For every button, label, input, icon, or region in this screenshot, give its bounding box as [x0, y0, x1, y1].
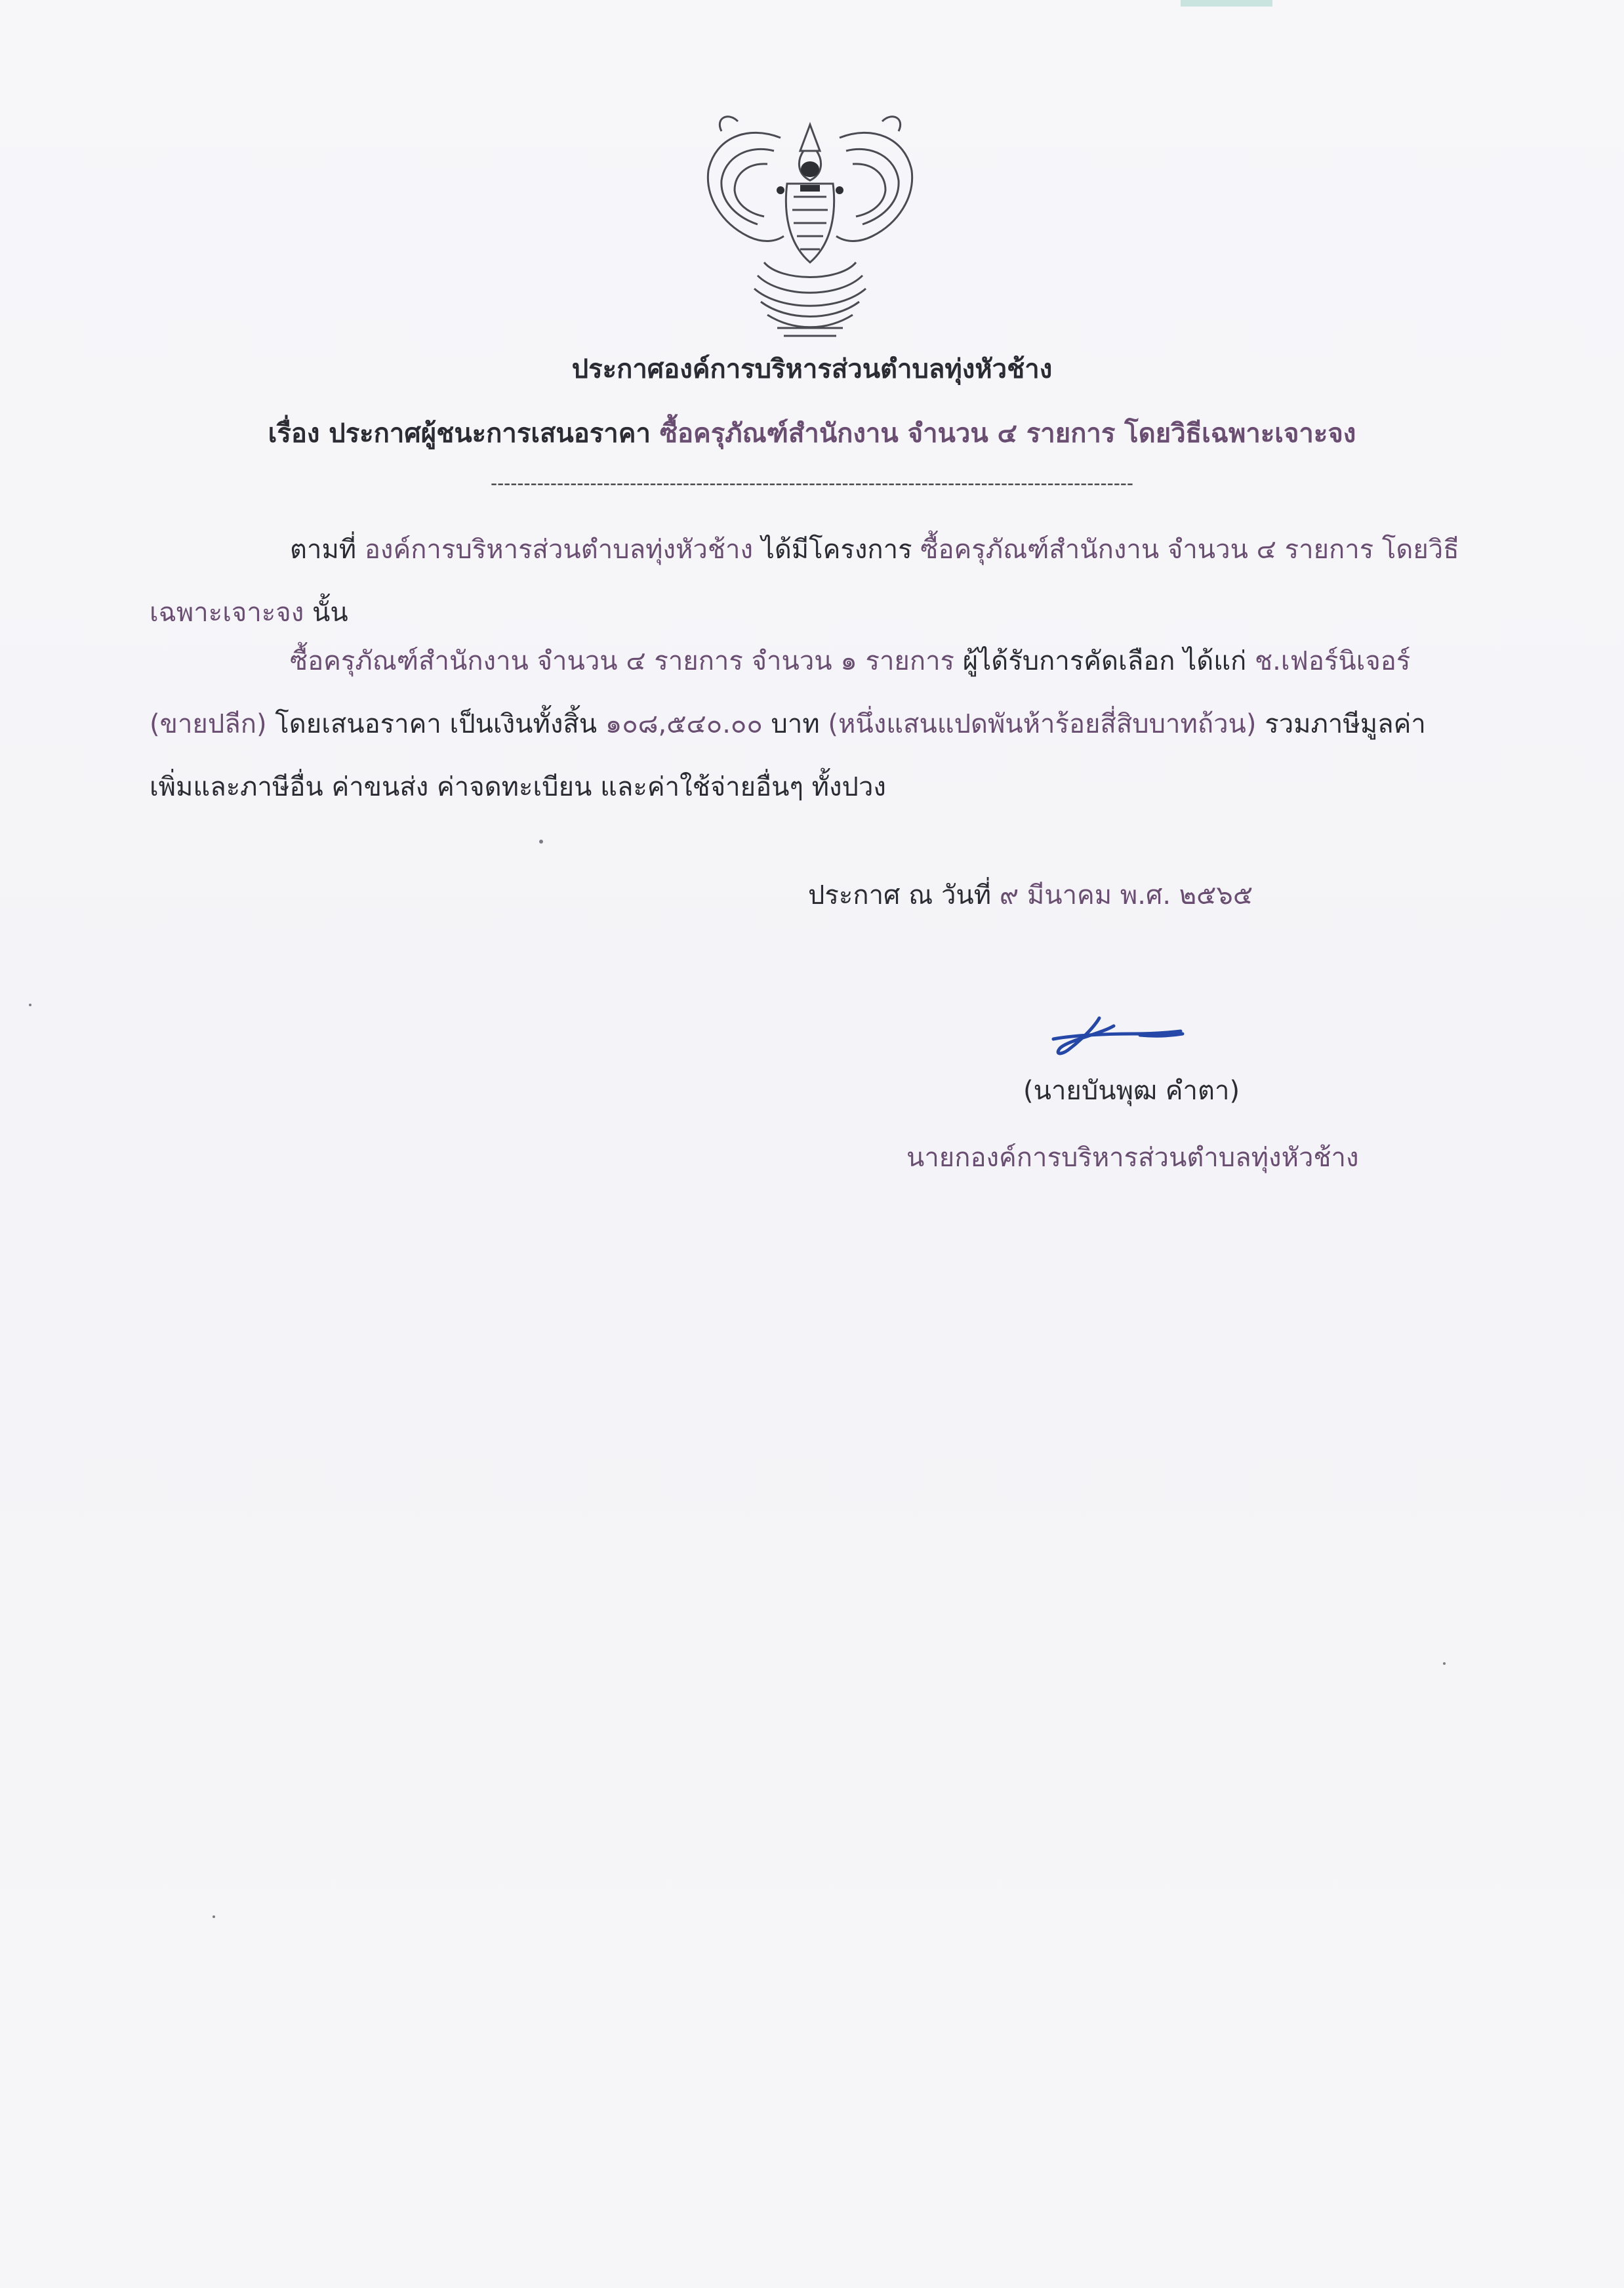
announce-date: ๙ มีนาคม พ.ศ. ๒๕๖๕: [999, 880, 1253, 910]
p1-text-end: นั้น: [304, 598, 348, 628]
p2-text-b2: โดยเสนอราคา เป็นเงินทั้งสิ้น: [266, 709, 605, 739]
announcement-date-line: [808, 874, 1253, 916]
p2-vendor-type: (ขายปลีก): [150, 709, 267, 739]
subject-text: ซื้อครุภัณฑ์สำนักงาน จำนวน ๔ รายการ โดยวิธีเฉพาะเจาะจง: [659, 419, 1356, 449]
p1-org-name: องค์การบริหารส่วนตำบลทุ่งหัวช้าง: [364, 535, 753, 565]
paragraph-1: [150, 518, 1468, 644]
paragraph-2-line-1: [150, 630, 1468, 693]
scan-speck: [1443, 1662, 1446, 1665]
p2-text-b: ผู้ได้รับการคัดเลือก ได้แก่: [954, 646, 1255, 676]
p2-vendor: ช.เฟอร์นิเจอร์: [1254, 646, 1411, 676]
paragraph-2: [150, 630, 1468, 819]
scan-speck: [29, 1004, 31, 1006]
p1-project-name: ซื้อครุภัณฑ์สำนักงาน จำนวน ๔ รายการ โดยวิธี: [920, 535, 1459, 565]
document-title: ประกาศองค์การบริหารส่วนตำบลทุ่งหัวช้าง: [571, 354, 1053, 384]
paragraph-2-line-3: เพิ่มและภาษีอื่น ค่าขนส่ง ค่าจดทะเบียน และค่าใช้จ่ายอื่นๆ ทั้งปวง: [150, 772, 886, 802]
p1-method: เฉพาะเจาะจง: [150, 598, 304, 628]
p2-amount: ๑๐๘,๕๔๐.๐๐: [605, 709, 763, 739]
p1-text-a: ตามที่: [290, 535, 365, 565]
p1-text-c: ได้มีโครงการ: [752, 535, 921, 565]
signer-title: นายกองค์การบริหารส่วนตำบลทุ่งหัวช้าง: [906, 1143, 1359, 1173]
p2-amount-words: (หนึ่งแสนแปดพันห้าร้อยสี่สิบบาทถ้วน): [828, 709, 1257, 739]
p2-currency: บาท: [762, 709, 828, 739]
signer-name: (นายบันพุฒ คำตา): [1023, 1076, 1240, 1106]
document-subject: [0, 412, 1624, 454]
paragraph-1-line-1: [150, 518, 1468, 581]
garuda-emblem-icon: [702, 112, 918, 341]
p2-text-f: รวมภาษีมูลค่า: [1256, 709, 1426, 739]
announce-prefix: ประกาศ ณ วันที่: [808, 880, 1000, 910]
signature-mark: [1042, 1014, 1192, 1060]
scan-edge-tint: [1181, 0, 1272, 7]
scan-speck: [539, 840, 543, 844]
scan-speck: [213, 1915, 215, 1918]
divider-line: -------------------------------------------------------------------------------------------------: [490, 472, 1134, 494]
p2-item: ซื้อครุภัณฑ์สำนักงาน จำนวน ๔ รายการ จำนวน ๑ รายการ: [290, 646, 955, 676]
paragraph-2-line-2: [150, 693, 1468, 756]
subject-prefix: เรื่อง ประกาศผู้ชนะการเสนอราคา: [268, 419, 660, 449]
